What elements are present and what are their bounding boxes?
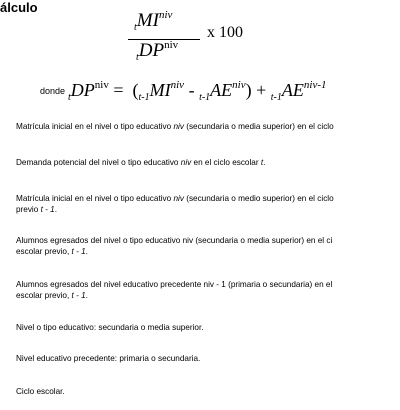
mi-superscript: niv [170,79,185,91]
def-text: Demanda potencial del nivel o tipo educativo [16,158,181,167]
lhs-main: DP [70,80,95,100]
definition-item [16,157,265,168]
ae2-subscript: t-1 [270,92,282,103]
definition-item [16,235,332,257]
definition-item [16,386,65,397]
def-emphasis: niv [173,122,184,131]
definition-item [16,279,332,301]
def-text: Alumnos egresados del nivel o tipo educativo niv (secundaria o media superior) en el ci [16,236,333,245]
def-text: (secundaria o media superior) en el ciclo [183,122,334,131]
plus-sign: + [256,80,267,100]
def-text: escolar previo, [16,247,72,256]
formula-denominator [136,40,178,62]
open-paren: ( [132,80,139,100]
mi-main: MI [149,80,171,100]
def-text: Nivel educativo precedente: primaria o secundaria. [16,354,201,363]
def-emphasis: t - 1 [71,247,86,256]
lhs-subscript: t [68,92,71,103]
def-text: Matrícula inicial en el nivel o tipo educativo [16,122,174,131]
donde-label: donde [40,86,66,96]
section-heading: álculo [0,0,38,15]
close-paren: ) [245,80,252,100]
definition-item [16,121,334,132]
numerator-superscript: niv [158,9,173,21]
times-100: x 100 [207,24,243,41]
denominator-main: DP [138,40,165,61]
formula-dp-definition [68,80,327,101]
definition-item [16,322,204,333]
def-text: Alumnos egresados del nivel educativo precedente niv - 1 (primaria o secundaria) en el [16,280,333,289]
definition-item [16,353,200,364]
def-text: . [263,158,266,167]
ae2-main: AE [281,80,304,100]
def-text: Ciclo escolar. [16,387,65,396]
def-text: . [54,205,57,214]
formula-numerator [134,10,172,32]
def-text: en el ciclo escolar [191,158,261,167]
def-text: (secundaria o medio superior) en el ciclo [183,194,334,203]
minus-sign: - [188,80,195,100]
mi-subscript: t-1 [138,92,150,103]
def-emphasis: niv [180,158,192,167]
def-emphasis: t - 1 [71,291,86,300]
def-text: Matrícula inicial en el nivel o tipo educativo [16,194,174,203]
def-text: escolar previo, [16,291,72,300]
definition-item [16,193,334,215]
ae1-subscript: t-1 [199,92,211,103]
lhs-superscript: niv [94,79,109,91]
def-text: Nivel o tipo educativo: secundaria o media superior. [16,323,204,332]
def-emphasis: niv [173,194,184,203]
denominator-superscript: niv [164,39,179,51]
def-text: . [85,291,88,300]
ae2-superscript: niv-1 [303,79,327,91]
ae1-superscript: niv [232,79,246,91]
numerator-subscript: t [134,22,137,33]
def-emphasis: t - 1 [40,205,55,214]
denominator-subscript: t [136,52,139,63]
equals-sign: = [113,80,124,100]
numerator-main: MI [136,10,159,31]
def-emphasis: t [260,158,264,167]
def-text: . [85,247,88,256]
ae1-main: AE [210,80,233,100]
def-text: previo [16,205,41,214]
